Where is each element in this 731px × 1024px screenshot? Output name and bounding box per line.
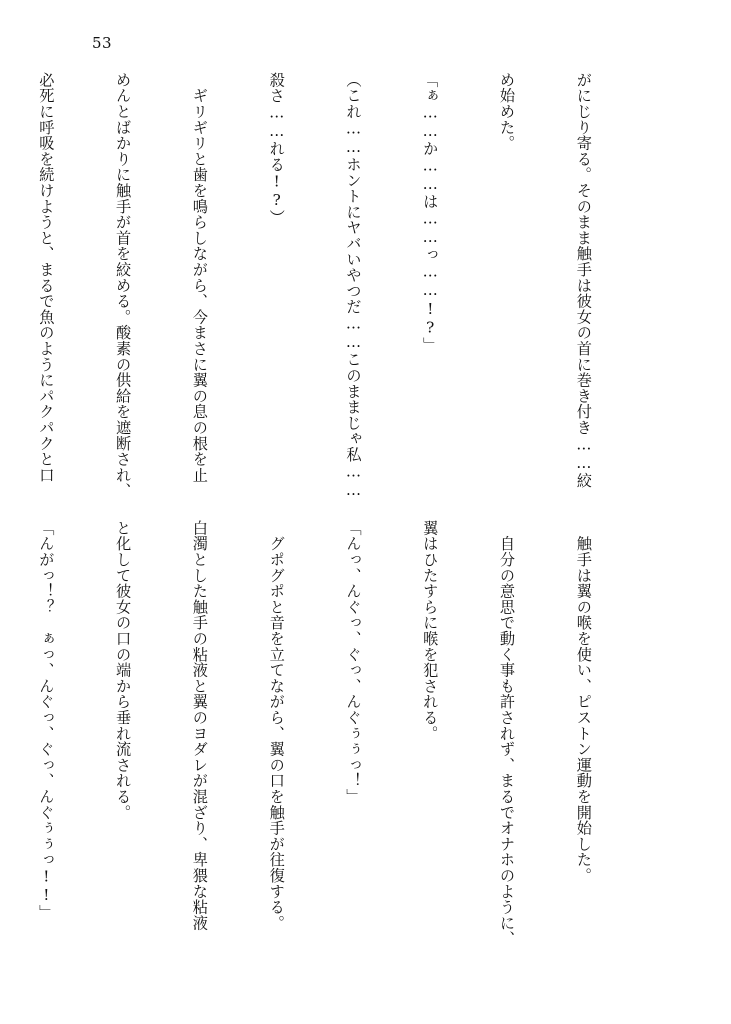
- text-line: 自分の意思で動く事も許されず、まるでオナホのように、: [498, 520, 517, 947]
- text-line: 「んっ、んぐっ、ぐっ、んぐぅぅっ！」: [344, 520, 363, 805]
- text-line: ギリギリと歯を鳴らしながら、今まさに翼の息の根を止: [190, 72, 209, 483]
- text-line: 必死に呼吸を続けようと、まるで魚のようにパクパクと口: [37, 72, 56, 483]
- text-line: 「んがっ！？ ぁっ、んぐっ、ぐっ、んぐぅぅっ!!」: [37, 520, 56, 921]
- text-line: めんとばかりに触手が首を絞める。酸素の供給を遮断され、: [114, 72, 133, 499]
- upper-text-block: [37, 72, 647, 512]
- text-line: 触手は翼の喉を使い、ピストン運動を開始した。: [574, 520, 593, 884]
- text-line: グポグポと音を立てながら、翼の口を触手が往復する。: [267, 520, 286, 931]
- lower-text-block: [37, 520, 647, 960]
- text-line: がにじり寄る。そのまま触手は彼女の首に巻き付き……絞: [574, 72, 593, 489]
- text-line: と化して彼女の口の端から垂れ流される。: [114, 520, 133, 821]
- text-line: 白濁とした触手の粘液と翼のヨダレが混ざり、卑猥な粘液: [190, 520, 209, 931]
- page-number: 53: [92, 34, 113, 52]
- text-line: 翼はひたすらに喉を犯される。: [421, 520, 440, 742]
- text-line: め始めた。: [498, 72, 517, 151]
- text-line: 「ぁ……か……は……っ……!?」: [421, 72, 440, 353]
- text-line: 殺さ……れる!?）: [267, 72, 286, 226]
- text-line: （これ……ホントにヤバいやつだ……このままじゃ私……: [344, 72, 363, 500]
